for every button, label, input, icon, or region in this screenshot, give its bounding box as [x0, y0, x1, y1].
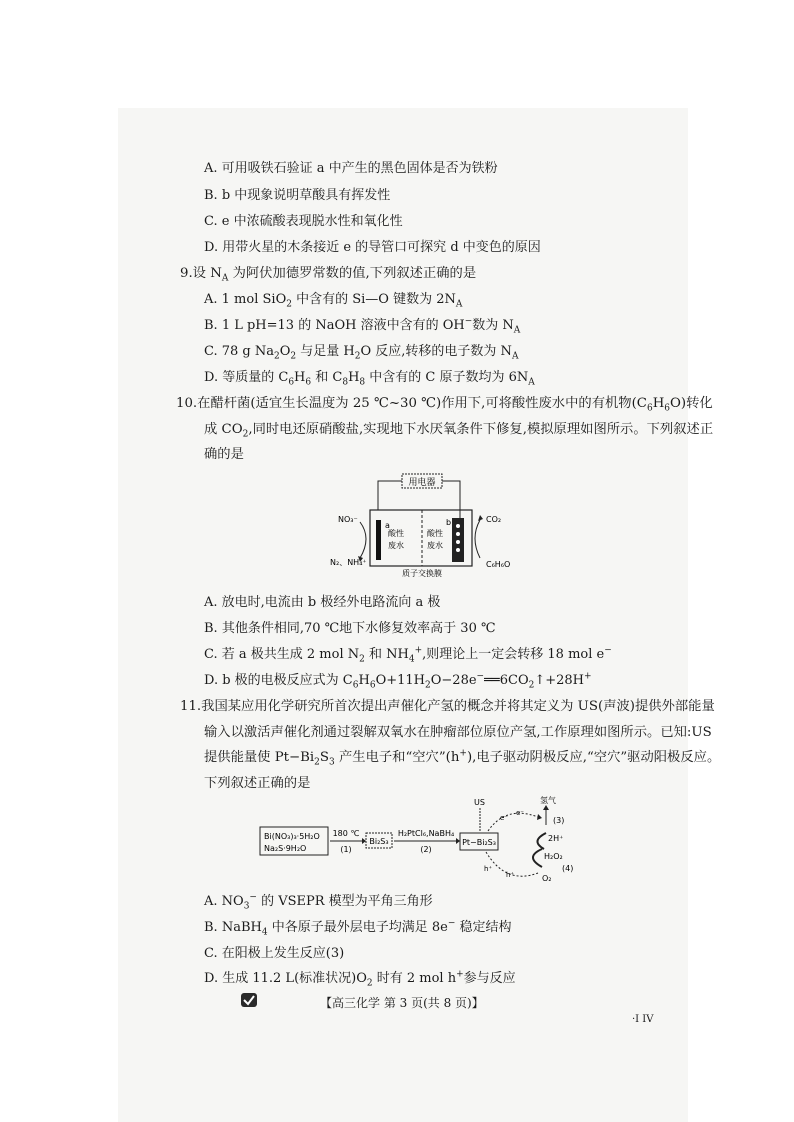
q10-option-a: A. 放电时,电流由 b 极经外电路流向 a 极 [204, 595, 441, 610]
electrode-a-label: a [385, 521, 390, 530]
q11-option-c: C. 在阳极上发生反应(3) [204, 946, 345, 961]
q9-option-c: C. 78 g $Na_2O_2$ 与足量 $H_2O$ 反应,转移的电子数为 $N_A$ [204, 344, 519, 362]
svg-text:氢气: 氢气 [540, 796, 556, 805]
svg-text:e⁻: e⁻ [500, 814, 509, 822]
svg-text:Na₂S·9H₂O: Na₂S·9H₂O [264, 844, 307, 853]
q9-option-b: B. 1 L pH=13 的 NaOH 溶液中含有的 OH−数为 $N_A$ [204, 316, 521, 336]
electrode-a [376, 520, 381, 560]
svg-text:废水: 废水 [427, 541, 443, 550]
q9-stem: 9.设 $N_A$ 为阿伏加德罗常数的值,下列叙述正确的是 [180, 266, 477, 284]
svg-text:e⁻: e⁻ [516, 809, 525, 817]
svg-text:Bi₂S₃: Bi₂S₃ [369, 837, 389, 846]
corner-mark: ·I IV [632, 1014, 654, 1025]
svg-text:废水: 废水 [388, 541, 404, 550]
svg-text:H₂O₂: H₂O₂ [544, 852, 563, 861]
q9-option-a: A. 1 mol SiO$_2$ 中含有的 Si—O 键数为 $2N_A$ [204, 292, 463, 310]
page-footer: 【高三化学 第 3 页(共 8 页)】 [320, 996, 484, 1010]
q11-option-d: D. 生成 11.2 L(标准状况)$O_2$ 时有 2 mol h+参与反应 [204, 969, 516, 989]
q10-option-d: D. b 极的电极反应式为 $C_6H_6O+11H_2O-28e^-══6CO_2↑+28H^+$ [204, 671, 592, 691]
svg-text:2H⁺: 2H⁺ [548, 834, 564, 843]
nitrate-label: NO₃⁻ [338, 515, 358, 524]
q8-option-d: D. 用带火星的木条接近 e 的导管口可探究 d 中变色的原因 [204, 240, 541, 255]
checkmark-logo-icon [240, 992, 258, 1008]
q11-option-b: B. NaBH$_4$ 中各原子最外层电子均满足 8e− 稳定结构 [204, 918, 512, 938]
svg-text:(2): (2) [420, 845, 432, 854]
svg-text:US: US [474, 798, 485, 807]
q10-option-b: B. 其他条件相同,70 ℃地下水修复效率高于 30 ℃ [204, 621, 496, 636]
svg-text:(3): (3) [553, 816, 565, 825]
q10-stem-line2: 成 $CO_2$,同时电还原硝酸盐,实现地下水厌氧条件下修复,模拟原理如图所示。下列叙述正 [204, 422, 714, 440]
electrode-b-label: b [446, 518, 452, 527]
q11-process-diagram [256, 795, 586, 890]
svg-text:酸性: 酸性 [427, 529, 443, 538]
svg-text:(1): (1) [340, 845, 352, 854]
q11-stem-line2: 输入以激活声催化剂通过裂解双氧水在肿瘤部位原位产氢,工作原理如图所示。已知:US [204, 725, 712, 740]
q11-option-a: A. $NO_3^-$ 的 VSEPR 模型为平角三角形 [204, 892, 433, 912]
svg-text:Pt−Bi₂S₃: Pt−Bi₂S₃ [462, 838, 496, 847]
q9-option-d: D. 等质量的 $C_6H_6$ 和 $C_8H_8$ 中含有的 C 原子数均为 $6N_A$ [204, 370, 535, 388]
svg-text:酸性: 酸性 [388, 529, 404, 538]
q8-option-a: A. 可用吸铁石验证 a 中产生的黑色固体是否为铁粉 [204, 161, 498, 176]
q11-stem-line3: 提供能量使 $Pt-Bi_2S_3$ 产生电子和“空穴”(h+),电子驱动阴极反应,“空穴”驱动阳极反应。 [204, 748, 721, 768]
device-label: 用电器 [408, 478, 436, 488]
q10-stem-line3: 确的是 [204, 447, 244, 462]
membrane-label: 质子交换膜 [402, 569, 442, 578]
svg-text:O₂: O₂ [542, 874, 552, 883]
left-products-label: N₂、NH₄⁺ [330, 558, 367, 567]
q10-cell-diagram [330, 470, 530, 578]
q11-stem-line4: 下列叙述正确的是 [204, 776, 311, 791]
q8-option-c: C. e 中浓硫酸表现脱水性和氧化性 [204, 214, 403, 229]
svg-text:(4): (4) [562, 864, 574, 873]
phenol-label: C₆H₆O [486, 560, 511, 569]
q11-stem-line1: 11.我国某应用化学研究所首次提出声催化产氢的概念并将其定义为 US(声波)提供外部能量 [180, 699, 715, 714]
q10-stem-line1: 10.在醋杆菌(适宜生长温度为 25 ℃~30 ℃)作用下,可将酸性废水中的有机物$(C_6H_6O)$转化 [176, 396, 713, 414]
svg-text:h⁺: h⁺ [484, 865, 493, 873]
co2-label: CO₂ [486, 515, 502, 524]
svg-text:180 ℃: 180 ℃ [332, 829, 360, 838]
svg-text:Bi(NO₃)₃·5H₂O: Bi(NO₃)₃·5H₂O [264, 832, 320, 841]
q10-option-c: C. 若 a 极共生成 2 mol $N_2$ 和 $NH_4^+$,则理论上一定会转移 18 mol e− [204, 645, 612, 665]
svg-text:H₂PtCl₆,NaBH₄: H₂PtCl₆,NaBH₄ [397, 829, 455, 838]
q8-option-b: B. b 中现象说明草酸具有挥发性 [204, 188, 391, 203]
svg-text:h⁺: h⁺ [506, 871, 515, 879]
